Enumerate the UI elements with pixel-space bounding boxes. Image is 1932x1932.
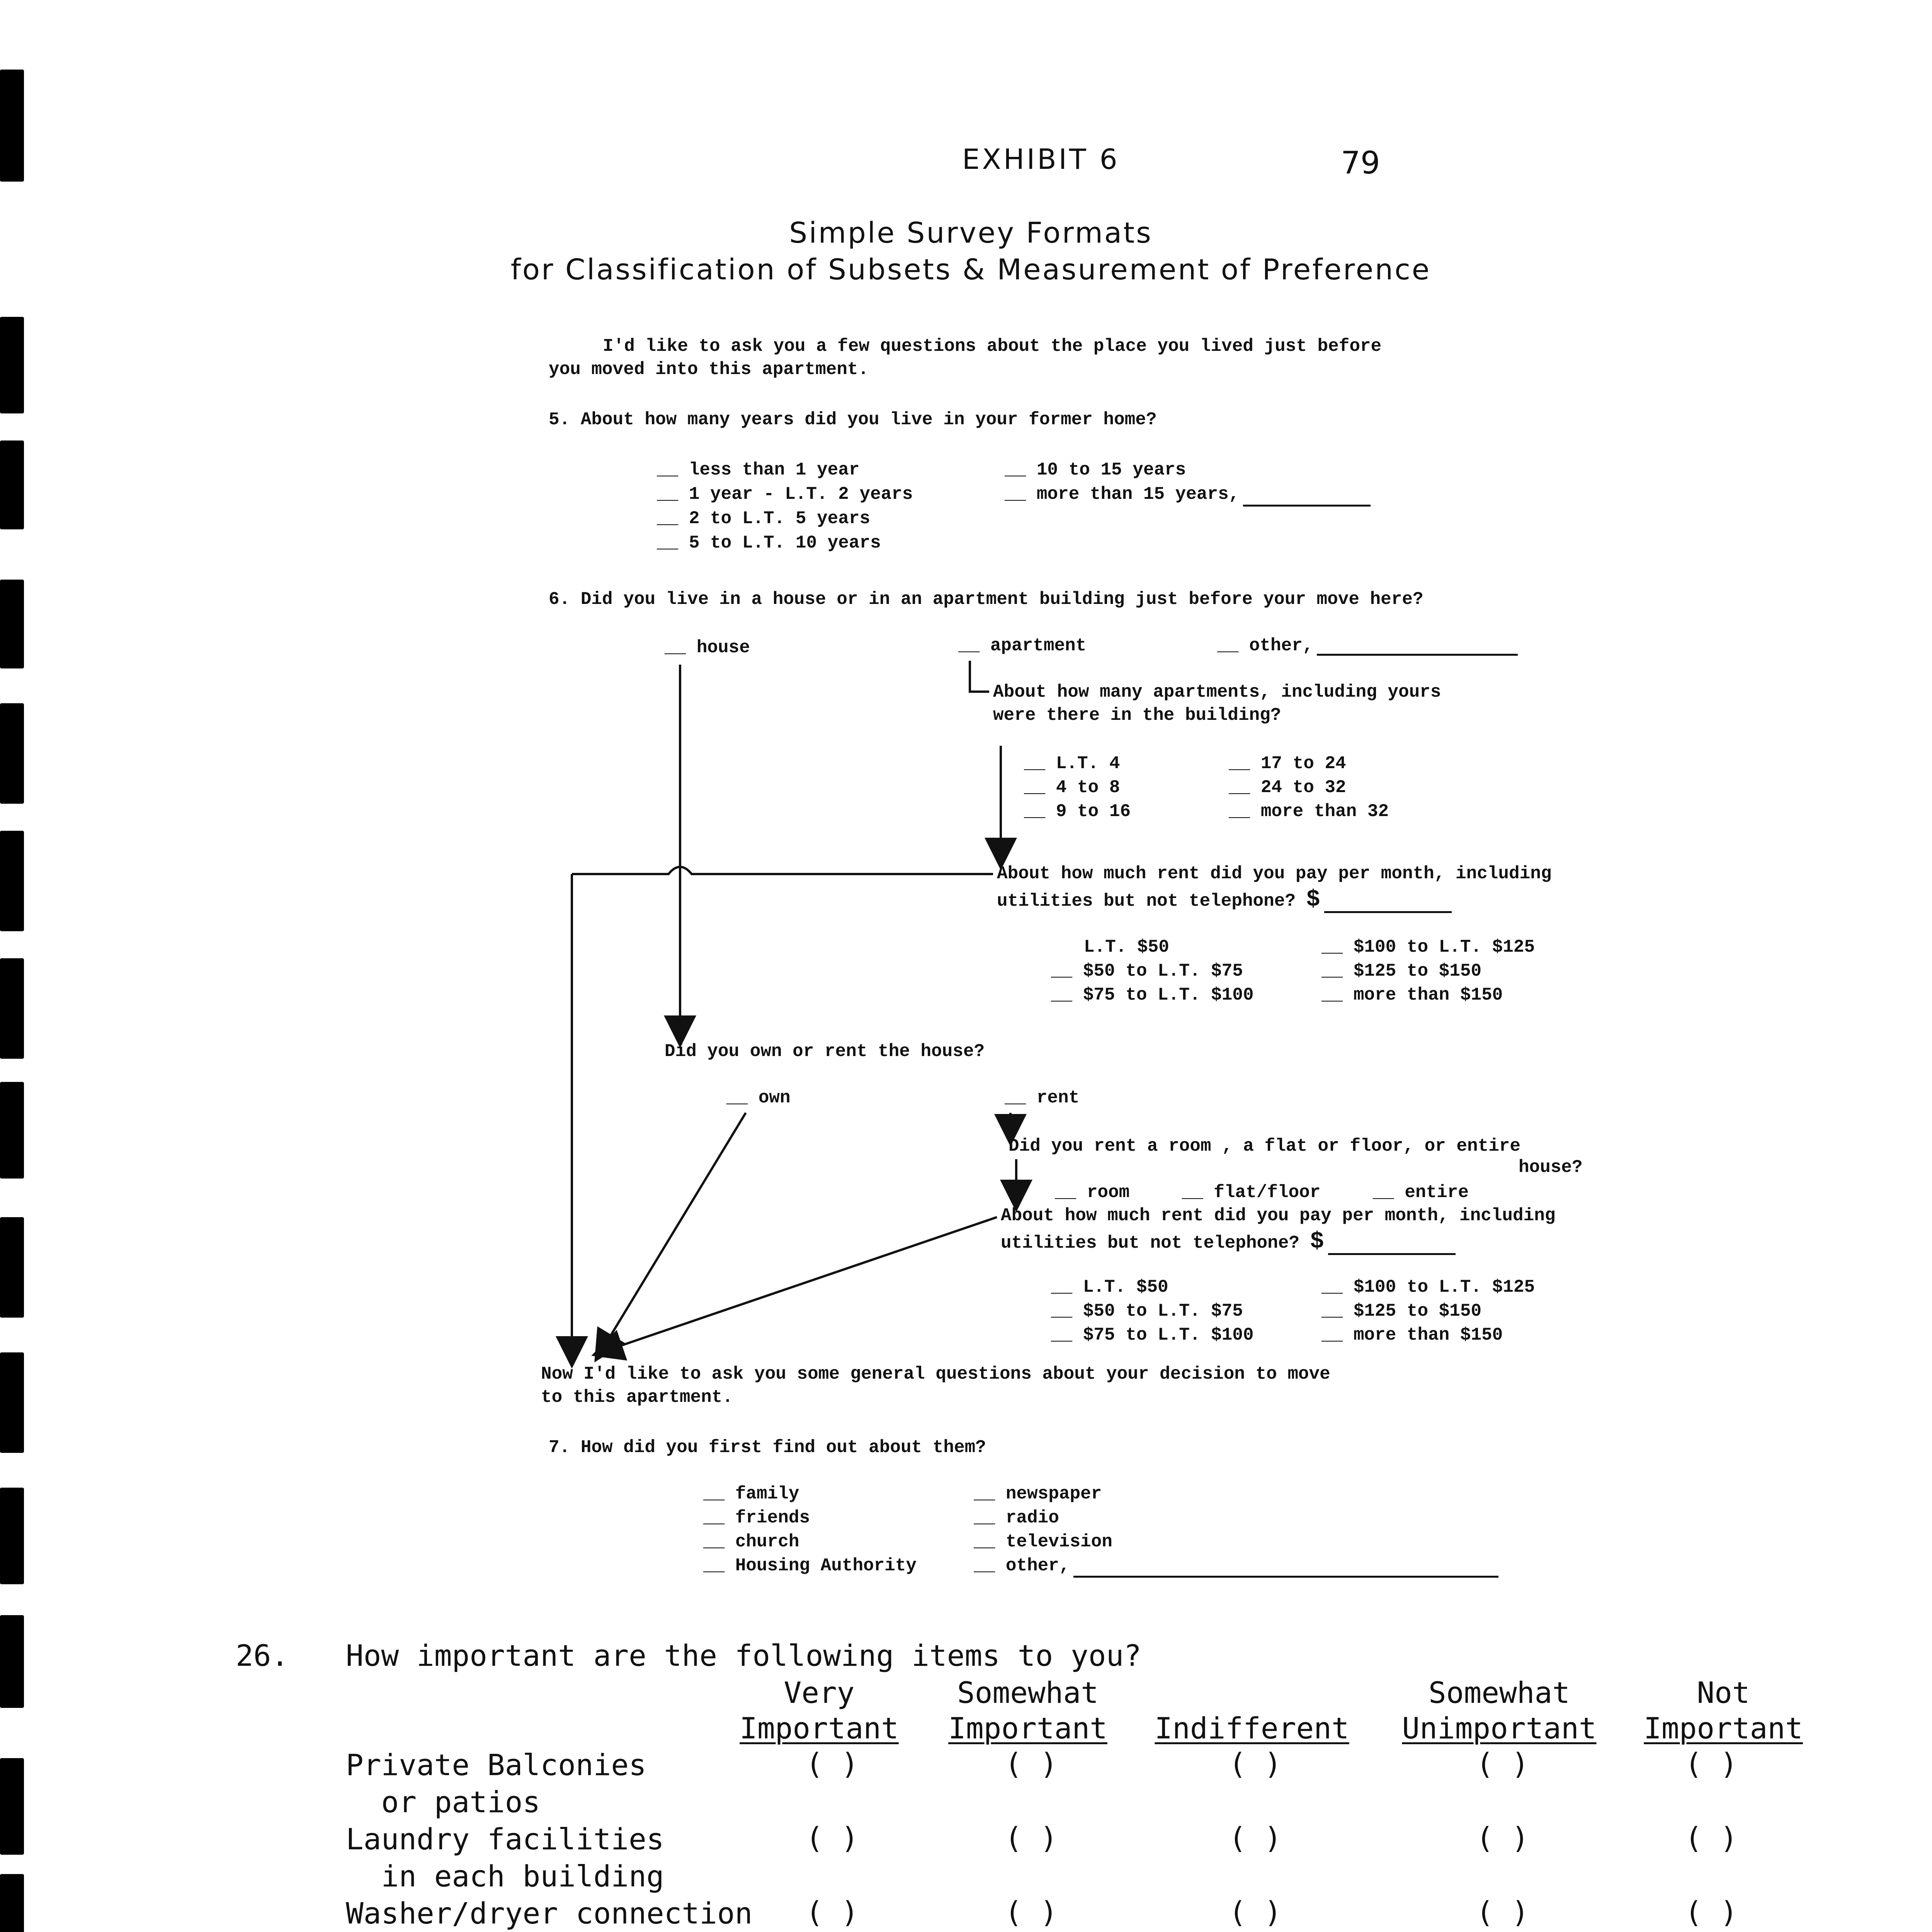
q6-rent-option[interactable]: L.T. $50 [1084, 937, 1169, 957]
q6-rent-option[interactable]: __ $50 to L.T. $75 [1051, 959, 1254, 983]
q6-rent2-question: About how much rent did you pay per month, including [1001, 1206, 1556, 1226]
q6-other-option[interactable]: __ other, [1217, 636, 1313, 656]
q7-option[interactable]: __ television [974, 1530, 1498, 1554]
q6-apartments-question: About how many apartments, including yours [993, 682, 1441, 702]
q6-rent2-option[interactable]: __ more than $150 [1321, 1323, 1535, 1347]
q6-rent-question: About how much rent did you pay per month, including [997, 864, 1552, 884]
column-header-somewhat-important [927, 1675, 1128, 1746]
intro-line: I'd like to ask you a few questions about the place you lived just before [603, 336, 1382, 356]
rating-checkbox[interactable]: ( ) [1005, 1821, 1058, 1855]
rating-checkbox[interactable]: ( ) [1229, 1895, 1282, 1929]
column-header-bottom: Unimportant [1402, 1711, 1597, 1745]
q6-rent[interactable]: __ rent [1005, 1088, 1079, 1108]
question-7: 7. How did you first find out about them? [549, 1437, 986, 1458]
q7-option[interactable]: __ church [703, 1530, 917, 1554]
column-header-top: Very [784, 1675, 855, 1710]
q6-own[interactable]: __ own [726, 1088, 791, 1108]
column-header-top: Not [1697, 1675, 1750, 1710]
rating-checkbox[interactable]: ( ) [1685, 1821, 1738, 1855]
q5-option[interactable]: __ 2 to L.T. 5 years [657, 507, 913, 531]
q6-apt-option[interactable]: __ 24 to 32 [1229, 776, 1389, 799]
table-row-label: Washer/dryer connection [346, 1896, 753, 1930]
question-5: 5. About how many years did you live in your former home? [549, 410, 1157, 430]
q6-rent2-option[interactable]: __ $50 to L.T. $75 [1051, 1299, 1254, 1323]
column-header-bottom: Important [1644, 1711, 1803, 1745]
column-header-somewhat-unimportant [1379, 1675, 1619, 1746]
column-header-top [1132, 1675, 1372, 1711]
rating-checkbox[interactable]: ( ) [1476, 1895, 1529, 1929]
q5-option[interactable]: __ 1 year - L.T. 2 years [657, 482, 913, 507]
q6-rent2-option[interactable]: __ $100 to L.T. $125 [1321, 1275, 1535, 1299]
page-number: 79 [1341, 145, 1380, 181]
question-26: How important are the following items to you? [346, 1638, 1142, 1673]
q6-rent-question-text: utilities but not telephone? [997, 891, 1296, 911]
rating-checkbox[interactable]: ( ) [1005, 1747, 1058, 1781]
column-header-bottom: Important [740, 1711, 899, 1745]
q6-apt-option[interactable]: __ 9 to 16 [1024, 799, 1131, 823]
q5-option[interactable]: __ less than 1 year [657, 458, 913, 482]
rating-checkbox[interactable]: ( ) [1005, 1895, 1058, 1929]
arrow-own-diagonal [603, 1113, 746, 1349]
q7-option[interactable]: __ radio [974, 1506, 1498, 1530]
rating-checkbox[interactable]: ( ) [1685, 1895, 1738, 1929]
intro-line: you moved into this apartment. [549, 359, 869, 379]
column-header-bottom: Important [948, 1711, 1107, 1745]
q6-room-question: Did you rent a room , a flat or floor, or entire [1009, 1136, 1521, 1156]
rating-checkbox[interactable]: ( ) [1229, 1821, 1282, 1855]
q6-room-option[interactable]: __ room [1055, 1182, 1129, 1202]
q7-option[interactable]: __ other, [974, 1556, 1070, 1576]
q6-rent-option[interactable]: __ $75 to L.T. $100 [1051, 983, 1254, 1007]
column-header-not-important [1623, 1675, 1824, 1746]
q6-rent2-option[interactable]: __ L.T. $50 [1051, 1275, 1254, 1299]
rating-checkbox[interactable]: ( ) [806, 1821, 859, 1855]
q7-option[interactable]: __ family [703, 1482, 917, 1506]
q7-options-right [974, 1482, 1498, 1578]
q6-apt-option[interactable]: __ 17 to 24 [1229, 752, 1389, 776]
q6-rent2-question-text: utilities but not telephone? [1001, 1233, 1299, 1253]
q7-option[interactable]: __ newspaper [974, 1482, 1498, 1506]
q6-flat-option[interactable]: __ flat/floor [1182, 1182, 1320, 1202]
q6-room-question-line2: house? [1519, 1157, 1583, 1177]
column-header-indifferent [1132, 1675, 1372, 1746]
arrow-apartment-bracket [970, 661, 989, 692]
q7-other-blank[interactable] [1073, 1562, 1498, 1578]
rating-checkbox[interactable]: ( ) [1685, 1747, 1738, 1781]
q5-option[interactable]: __ 5 to L.T. 10 years [657, 531, 913, 555]
column-header-top: Somewhat [957, 1675, 1099, 1710]
table-row-label: Private Balconies or patios [346, 1748, 646, 1819]
rating-checkbox[interactable]: ( ) [806, 1895, 859, 1929]
q6-rent-option[interactable]: __ $125 to $150 [1321, 959, 1535, 983]
rating-checkbox[interactable]: ( ) [1229, 1747, 1282, 1781]
q6-general-line: Now I'd like to ask you some general questions about your decision to move [541, 1364, 1330, 1384]
exhibit-label: EXHIBIT 6 [962, 143, 1120, 175]
q7-option[interactable]: __ friends [703, 1506, 917, 1530]
rating-checkbox[interactable]: ( ) [806, 1747, 859, 1781]
q6-rent-dollar: $ [1306, 887, 1320, 913]
column-header-top: Somewhat [1428, 1675, 1570, 1710]
q6-rent-option[interactable]: __ more than $150 [1321, 983, 1535, 1007]
q6-apt-option[interactable]: __ L.T. 4 [1024, 752, 1131, 776]
page-title: Simple Survey Formats [789, 216, 1153, 250]
page-subtitle: for Classification of Subsets & Measurement of Preference [510, 253, 1431, 286]
q6-own-rent-question: Did you own or rent the house? [665, 1041, 985, 1061]
q7-option[interactable]: __ Housing Authority [703, 1554, 917, 1578]
q6-house[interactable]: __ house [665, 638, 750, 658]
q6-rent2-dollar: $ [1310, 1229, 1324, 1255]
arrow-rent2-diagonal [607, 1217, 997, 1350]
rating-checkbox[interactable]: ( ) [1476, 1747, 1529, 1781]
arrow-rent-connector [572, 867, 993, 874]
q6-apartments-question-line2: were there in the building? [993, 705, 1281, 725]
q6-apt-option[interactable]: __ 4 to 8 [1024, 776, 1131, 799]
q5-option[interactable]: __ 10 to 15 years [1005, 458, 1371, 482]
table-row-label: Laundry facilities in each building [346, 1822, 664, 1893]
question-6-text: Did you live in a house or in an apartment building just before your move here? [580, 589, 1423, 609]
question-26-number: 26. [236, 1638, 289, 1673]
q5-option[interactable]: __ more than 15 years, [1005, 484, 1239, 504]
column-header-bottom: Indifferent [1155, 1711, 1349, 1745]
q6-rent2-option[interactable]: __ $125 to $150 [1321, 1299, 1535, 1323]
question-6-number: 6. [549, 589, 570, 609]
rating-checkbox[interactable]: ( ) [1476, 1821, 1529, 1855]
q6-general-line2: to this apartment. [541, 1387, 733, 1407]
q6-apt-option[interactable]: __ more than 32 [1229, 799, 1389, 823]
column-header-very-important [719, 1675, 920, 1746]
q7-options-left [703, 1482, 917, 1578]
q6-rent-option[interactable]: __ $100 to L.T. $125 [1321, 935, 1535, 959]
q6-apartment[interactable]: __ apartment [958, 636, 1086, 656]
q6-entire-option[interactable]: __ entire [1373, 1182, 1469, 1202]
q6-rent2-option[interactable]: __ $75 to L.T. $100 [1051, 1323, 1254, 1347]
